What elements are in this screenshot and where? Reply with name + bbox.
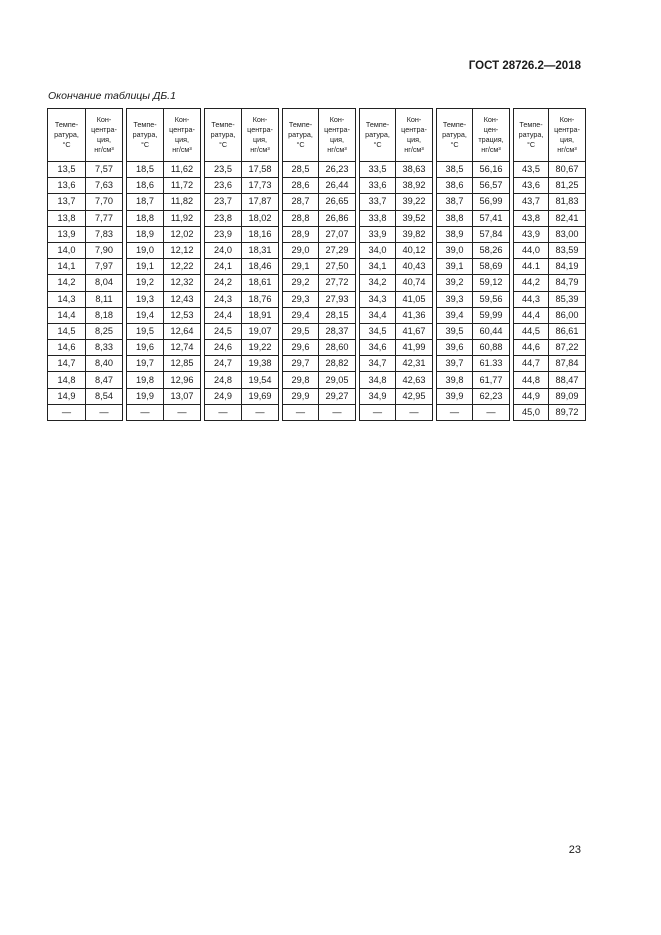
temperature-cell: 28,6 <box>283 178 319 194</box>
concentration-cell: 7,63 <box>86 178 123 194</box>
concentration-cell: 12,32 <box>164 275 201 291</box>
temperature-cell: 29,3 <box>283 291 319 307</box>
concentration-cell: — <box>242 404 279 420</box>
temperature-cell: 39,0 <box>437 242 473 258</box>
concentration-cell: — <box>396 404 433 420</box>
temperature-cell: 13,9 <box>48 226 86 242</box>
temperature-cell: 44.1 <box>514 259 549 275</box>
temperature-header: Темпе- ратура, °С <box>514 109 549 162</box>
temperature-cell: 43,7 <box>514 194 549 210</box>
temperature-header: Темпе- ратура, °С <box>360 109 396 162</box>
table-row <box>48 356 586 372</box>
table-header-row <box>48 109 586 162</box>
table-row <box>48 162 586 178</box>
concentration-cell: 56,57 <box>473 178 510 194</box>
temperature-cell: 28,9 <box>283 226 319 242</box>
temperature-cell: 14,9 <box>48 388 86 404</box>
temperature-cell: 34,4 <box>360 307 396 323</box>
concentration-cell: 57,84 <box>473 226 510 242</box>
temperature-cell: 38,9 <box>437 226 473 242</box>
temperature-cell: 14,8 <box>48 372 86 388</box>
temperature-cell: 19,4 <box>127 307 164 323</box>
concentration-cell: 11,72 <box>164 178 201 194</box>
concentration-cell: 7,70 <box>86 194 123 210</box>
temperature-cell: 13,6 <box>48 178 86 194</box>
table-row <box>48 404 586 420</box>
temperature-cell: 39,6 <box>437 340 473 356</box>
concentration-cell: 18,02 <box>242 210 279 226</box>
temperature-header: Темпе- ратура, °С <box>437 109 473 162</box>
temperature-cell: 33,9 <box>360 226 396 242</box>
concentration-cell: — <box>319 404 356 420</box>
concentration-cell: 17,73 <box>242 178 279 194</box>
concentration-cell: 57,41 <box>473 210 510 226</box>
temperature-cell: 24,4 <box>205 307 242 323</box>
concentration-cell: 28,60 <box>319 340 356 356</box>
concentration-cell: 61.33 <box>473 356 510 372</box>
concentration-cell: 12,85 <box>164 356 201 372</box>
temperature-cell: 43,5 <box>514 162 549 178</box>
temperature-cell: 29,4 <box>283 307 319 323</box>
page-number: 23 <box>568 844 581 856</box>
concentration-cell: 8,47 <box>86 372 123 388</box>
concentration-cell: 41,36 <box>396 307 433 323</box>
temperature-cell: 13,7 <box>48 194 86 210</box>
temperature-cell: 13,8 <box>48 210 86 226</box>
concentration-cell: 58,69 <box>473 259 510 275</box>
concentration-cell: 12,02 <box>164 226 201 242</box>
concentration-cell: 86,61 <box>549 323 586 339</box>
temperature-cell: 14,5 <box>48 323 86 339</box>
temperature-cell: 29,1 <box>283 259 319 275</box>
concentration-cell: 62,23 <box>473 388 510 404</box>
concentration-cell: 17,87 <box>242 194 279 210</box>
temperature-cell: 14,4 <box>48 307 86 323</box>
temperature-cell: 38,6 <box>437 178 473 194</box>
concentration-cell: 18,76 <box>242 291 279 307</box>
temperature-cell: 39,5 <box>437 323 473 339</box>
table-row <box>48 259 586 275</box>
concentration-cell: 13,07 <box>164 388 201 404</box>
temperature-cell: 23,5 <box>205 162 242 178</box>
temperature-cell: 43,9 <box>514 226 549 242</box>
concentration-cell: 12,74 <box>164 340 201 356</box>
concentration-header: Кон- цен- трация, нг/см³ <box>473 109 510 162</box>
concentration-cell: 27,07 <box>319 226 356 242</box>
concentration-cell: 12,53 <box>164 307 201 323</box>
temperature-cell: 13,5 <box>48 162 86 178</box>
concentration-cell: 12,96 <box>164 372 201 388</box>
concentration-cell: 29,05 <box>319 372 356 388</box>
concentration-cell: 28,15 <box>319 307 356 323</box>
temperature-cell: 29,8 <box>283 372 319 388</box>
concentration-cell: 8,54 <box>86 388 123 404</box>
temperature-cell: 34,2 <box>360 275 396 291</box>
concentration-cell: 8,11 <box>86 291 123 307</box>
concentration-cell: 41,05 <box>396 291 433 307</box>
temperature-cell: 19,9 <box>127 388 164 404</box>
concentration-cell: 18,31 <box>242 242 279 258</box>
concentration-cell: 38,63 <box>396 162 433 178</box>
temperature-cell: 43,8 <box>514 210 549 226</box>
temperature-cell: 23,8 <box>205 210 242 226</box>
temperature-cell: 28,8 <box>283 210 319 226</box>
concentration-cell: 8,04 <box>86 275 123 291</box>
concentration-cell: 39,52 <box>396 210 433 226</box>
temperature-cell: 18,5 <box>127 162 164 178</box>
temperature-cell: 44,7 <box>514 356 549 372</box>
temperature-cell: 19,6 <box>127 340 164 356</box>
table-row <box>48 291 586 307</box>
temperature-cell: 43,6 <box>514 178 549 194</box>
temperature-cell: 18,6 <box>127 178 164 194</box>
concentration-cell: 7,90 <box>86 242 123 258</box>
table-row <box>48 388 586 404</box>
concentration-cell: 19,38 <box>242 356 279 372</box>
concentration-cell: 19,69 <box>242 388 279 404</box>
concentration-cell: 26,44 <box>319 178 356 194</box>
concentration-cell: 56,99 <box>473 194 510 210</box>
table-row <box>48 194 586 210</box>
concentration-cell: 81,25 <box>549 178 586 194</box>
temperature-cell: 24,1 <box>205 259 242 275</box>
temperature-cell: 29,5 <box>283 323 319 339</box>
concentration-cell: 29,27 <box>319 388 356 404</box>
temperature-header: Темпе- ратура, °С <box>127 109 164 162</box>
temperature-cell: 39,4 <box>437 307 473 323</box>
temperature-cell: 44,3 <box>514 291 549 307</box>
table-row <box>48 242 586 258</box>
concentration-cell: 8,33 <box>86 340 123 356</box>
temperature-cell: 19,5 <box>127 323 164 339</box>
concentration-cell: 40,12 <box>396 242 433 258</box>
concentration-cell: 38,92 <box>396 178 433 194</box>
concentration-cell: 83,59 <box>549 242 586 258</box>
temperature-header: Темпе- ратура, °С <box>48 109 86 162</box>
concentration-cell: 26,23 <box>319 162 356 178</box>
concentration-cell: 11,82 <box>164 194 201 210</box>
temperature-cell: 34,8 <box>360 372 396 388</box>
concentration-cell: 28,82 <box>319 356 356 372</box>
concentration-cell: 84,79 <box>549 275 586 291</box>
concentration-cell: 7,97 <box>86 259 123 275</box>
temperature-cell: — <box>48 404 86 420</box>
temperature-cell: 39,2 <box>437 275 473 291</box>
temperature-cell: 19,3 <box>127 291 164 307</box>
temperature-cell: 24,3 <box>205 291 242 307</box>
concentration-cell: 39,22 <box>396 194 433 210</box>
concentration-cell: 56,16 <box>473 162 510 178</box>
temperature-cell: 39,9 <box>437 388 473 404</box>
temperature-cell: — <box>205 404 242 420</box>
temperature-cell: 19,8 <box>127 372 164 388</box>
temperature-cell: 44,6 <box>514 340 549 356</box>
table-row <box>48 275 586 291</box>
concentration-cell: 85,39 <box>549 291 586 307</box>
concentration-cell: 86,00 <box>549 307 586 323</box>
table-row <box>48 340 586 356</box>
temperature-cell: 18,7 <box>127 194 164 210</box>
temperature-cell: 24,6 <box>205 340 242 356</box>
temperature-cell: 29,0 <box>283 242 319 258</box>
concentration-cell: 42,95 <box>396 388 433 404</box>
concentration-cell: 42,31 <box>396 356 433 372</box>
temperature-cell: 44,5 <box>514 323 549 339</box>
temperature-cell: 24,2 <box>205 275 242 291</box>
concentration-cell: 81,83 <box>549 194 586 210</box>
concentration-cell: 39,82 <box>396 226 433 242</box>
temperature-cell: 44,0 <box>514 242 549 258</box>
table-row <box>48 178 586 194</box>
concentration-cell: 59,99 <box>473 307 510 323</box>
concentration-cell: 12,22 <box>164 259 201 275</box>
temperature-cell: 34,7 <box>360 356 396 372</box>
concentration-cell: 12,43 <box>164 291 201 307</box>
table-row <box>48 226 586 242</box>
concentration-cell: 26,65 <box>319 194 356 210</box>
temperature-cell: 44,2 <box>514 275 549 291</box>
table-row <box>48 210 586 226</box>
temperature-cell: 44,8 <box>514 372 549 388</box>
concentration-cell: 40,43 <box>396 259 433 275</box>
concentration-cell: 18,46 <box>242 259 279 275</box>
concentration-cell: 87,22 <box>549 340 586 356</box>
temperature-cell: — <box>360 404 396 420</box>
concentration-cell: 26,86 <box>319 210 356 226</box>
concentration-cell: 7,83 <box>86 226 123 242</box>
temperature-cell: 34,6 <box>360 340 396 356</box>
temperature-cell: 33,6 <box>360 178 396 194</box>
temperature-cell: 29,6 <box>283 340 319 356</box>
temperature-cell: — <box>283 404 319 420</box>
concentration-cell: — <box>164 404 201 420</box>
temperature-cell: 34,3 <box>360 291 396 307</box>
concentration-header: Кон- центра- ция, нг/см³ <box>319 109 356 162</box>
concentration-cell: 59,56 <box>473 291 510 307</box>
temperature-cell: 44,9 <box>514 388 549 404</box>
temperature-cell: 38,8 <box>437 210 473 226</box>
concentration-cell: 12,12 <box>164 242 201 258</box>
temperature-cell: 45,0 <box>514 404 549 420</box>
temperature-cell: 18,8 <box>127 210 164 226</box>
temperature-cell: 23,7 <box>205 194 242 210</box>
concentration-cell: 41,99 <box>396 340 433 356</box>
concentration-cell: 7,77 <box>86 210 123 226</box>
concentration-cell: 59,12 <box>473 275 510 291</box>
concentration-cell: 80,67 <box>549 162 586 178</box>
concentration-cell: 82,41 <box>549 210 586 226</box>
concentration-cell: 17,58 <box>242 162 279 178</box>
table-row <box>48 307 586 323</box>
concentration-header: Кон- центра- ция, нг/см³ <box>86 109 123 162</box>
concentration-cell: 60,44 <box>473 323 510 339</box>
concentration-cell: 41,67 <box>396 323 433 339</box>
temperature-cell: 29,7 <box>283 356 319 372</box>
concentration-cell: 18,16 <box>242 226 279 242</box>
temperature-cell: 29,9 <box>283 388 319 404</box>
temperature-cell: 44,4 <box>514 307 549 323</box>
concentration-cell: 27,72 <box>319 275 356 291</box>
temperature-cell: 19,1 <box>127 259 164 275</box>
temperature-cell: 14,0 <box>48 242 86 258</box>
temperature-cell: 24,5 <box>205 323 242 339</box>
concentration-cell: 8,40 <box>86 356 123 372</box>
temperature-cell: 39,7 <box>437 356 473 372</box>
concentration-cell: 40,74 <box>396 275 433 291</box>
concentration-cell: 87,84 <box>549 356 586 372</box>
concentration-cell: 8,25 <box>86 323 123 339</box>
temperature-cell: 29,2 <box>283 275 319 291</box>
concentration-cell: 28,37 <box>319 323 356 339</box>
temperature-cell: 24,7 <box>205 356 242 372</box>
temperature-cell: — <box>127 404 164 420</box>
temperature-cell: 33,8 <box>360 210 396 226</box>
table-row <box>48 323 586 339</box>
concentration-cell: 27,93 <box>319 291 356 307</box>
temperature-cell: 24,8 <box>205 372 242 388</box>
temperature-cell: 24,0 <box>205 242 242 258</box>
temperature-cell: 34,5 <box>360 323 396 339</box>
concentration-cell: 19,54 <box>242 372 279 388</box>
table-caption: Окончание таблицы ДБ.1 <box>48 90 176 102</box>
temperature-cell: 19,2 <box>127 275 164 291</box>
concentration-cell: 61,77 <box>473 372 510 388</box>
concentration-cell: 27,29 <box>319 242 356 258</box>
temperature-cell: 39,3 <box>437 291 473 307</box>
temperature-cell: 39,8 <box>437 372 473 388</box>
concentration-cell: — <box>86 404 123 420</box>
concentration-cell: 19,22 <box>242 340 279 356</box>
temperature-cell: 23,9 <box>205 226 242 242</box>
table-row <box>48 372 586 388</box>
concentration-cell: 83,00 <box>549 226 586 242</box>
concentration-cell: 58,26 <box>473 242 510 258</box>
concentration-cell: 11,92 <box>164 210 201 226</box>
temperature-cell: 14,3 <box>48 291 86 307</box>
concentration-cell: 8,18 <box>86 307 123 323</box>
data-table <box>47 108 586 421</box>
temperature-cell: 28,5 <box>283 162 319 178</box>
temperature-cell: 33,5 <box>360 162 396 178</box>
temperature-cell: 39,1 <box>437 259 473 275</box>
concentration-cell: 27,50 <box>319 259 356 275</box>
temperature-cell: 28,7 <box>283 194 319 210</box>
temperature-cell: 18,9 <box>127 226 164 242</box>
concentration-header: Кон- центра- ция, нг/см³ <box>242 109 279 162</box>
temperature-header: Темпе- ратура, °С <box>283 109 319 162</box>
temperature-cell: 14,1 <box>48 259 86 275</box>
temperature-cell: 14,6 <box>48 340 86 356</box>
temperature-cell: 38,5 <box>437 162 473 178</box>
concentration-cell: 89,72 <box>549 404 586 420</box>
concentration-cell: 42,63 <box>396 372 433 388</box>
concentration-cell: — <box>473 404 510 420</box>
concentration-cell: 19,07 <box>242 323 279 339</box>
temperature-cell: 24,9 <box>205 388 242 404</box>
concentration-cell: 89,09 <box>549 388 586 404</box>
temperature-cell: 38,7 <box>437 194 473 210</box>
concentration-header: Кон- центра- ция, нг/см³ <box>164 109 201 162</box>
concentration-cell: 60,88 <box>473 340 510 356</box>
concentration-cell: 18,91 <box>242 307 279 323</box>
temperature-cell: 14,2 <box>48 275 86 291</box>
temperature-cell: 23,6 <box>205 178 242 194</box>
temperature-cell: 34,1 <box>360 259 396 275</box>
concentration-cell: 18,61 <box>242 275 279 291</box>
concentration-header: Кон- центра- ция, нг/см³ <box>549 109 586 162</box>
standard-designation: ГОСТ 28726.2—2018 <box>468 60 581 72</box>
temperature-header: Темпе- ратура, °С <box>205 109 242 162</box>
temperature-cell: — <box>437 404 473 420</box>
temperature-cell: 14,7 <box>48 356 86 372</box>
concentration-cell: 7,57 <box>86 162 123 178</box>
concentration-cell: 84,19 <box>549 259 586 275</box>
concentration-header: Кон- центра- ция, нг/см³ <box>396 109 433 162</box>
concentration-cell: 88,47 <box>549 372 586 388</box>
concentration-cell: 12,64 <box>164 323 201 339</box>
temperature-cell: 34,0 <box>360 242 396 258</box>
temperature-cell: 34,9 <box>360 388 396 404</box>
temperature-cell: 19,0 <box>127 242 164 258</box>
temperature-cell: 19,7 <box>127 356 164 372</box>
concentration-cell: 11,62 <box>164 162 201 178</box>
temperature-cell: 33,7 <box>360 194 396 210</box>
